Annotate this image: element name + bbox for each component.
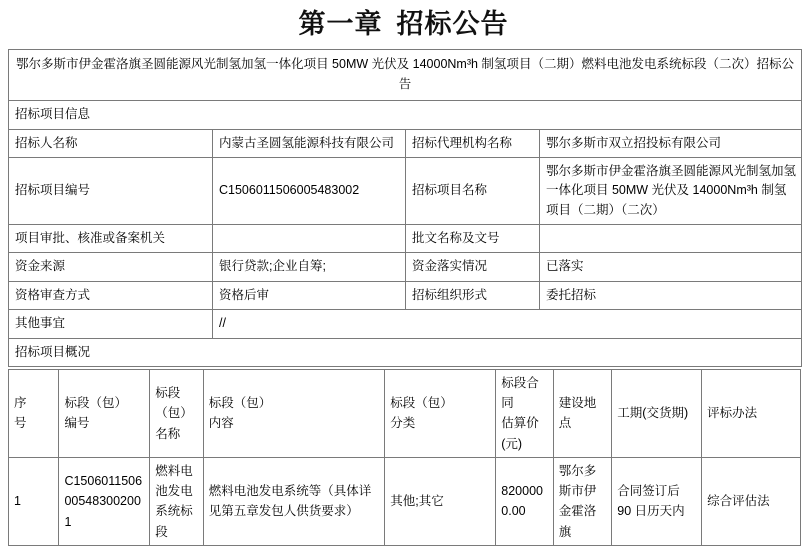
cell-index: 1	[9, 457, 59, 545]
cell-location: 鄂尔多斯市伊金霍洛旗	[553, 457, 612, 545]
column-header-contract-estimate-line3: (元)	[501, 436, 523, 451]
table-row	[9, 457, 801, 545]
column-header-lot-content-line1: 标段（包）	[208, 396, 272, 411]
table-row	[9, 225, 802, 253]
column-header-location: 建设地点	[553, 369, 612, 457]
column-header-index	[9, 369, 59, 457]
field-value-funding-status: 已落实	[540, 253, 802, 281]
section-banner-project-overview: 招标项目概况	[9, 338, 802, 366]
field-label-funding-status: 资金落实情况	[406, 253, 540, 281]
column-header-duration: 工期(交货期)	[612, 369, 702, 457]
column-header-lot-category-line2: 分类	[390, 416, 416, 431]
column-header-lot-content-line2: 内容	[208, 416, 234, 431]
field-value-project-name: 鄂尔多斯市伊金霍洛旗圣圆能源风光制氢加氢一体化项目 50MW 光伏及 14000Nm³h 制氢项目（二期）（二次）	[540, 157, 802, 224]
field-label-agency-name: 招标代理机构名称	[406, 129, 540, 157]
column-header-contract-estimate	[496, 369, 554, 457]
field-label-qualification-method: 资格审查方式	[9, 281, 213, 309]
field-label-tenderer-name: 招标人名称	[9, 129, 213, 157]
column-header-lot-name	[150, 369, 203, 457]
column-header-lot-name-line1: 标段	[155, 386, 181, 401]
column-header-contract-estimate-line1: 标段合同	[501, 375, 539, 411]
field-value-tenderer-name: 内蒙古圣圆氢能源科技有限公司	[213, 129, 406, 157]
field-value-qualification-method: 资格后审	[213, 281, 406, 309]
section-banner-tender-info: 招标项目信息	[9, 101, 802, 129]
field-value-approval-authority	[213, 225, 406, 253]
table-row	[9, 281, 802, 309]
announcement-heading-row	[9, 50, 802, 101]
lot-overview-table	[8, 369, 801, 546]
column-header-lot-name-line3: 名称	[155, 426, 181, 441]
table-row	[9, 310, 802, 338]
page-title-chapter: 第一章	[298, 9, 383, 39]
column-header-lot-category-line1: 标段（包）	[390, 396, 453, 411]
table-row	[9, 157, 802, 224]
cell-lot-number: C1506011506005483002001	[59, 457, 150, 545]
field-value-organization-form: 委托招标	[540, 281, 802, 309]
field-value-other-matters: //	[213, 310, 802, 338]
column-header-index-line2: 号	[14, 416, 27, 431]
column-header-lot-category	[385, 369, 496, 457]
column-header-contract-estimate-line2: 估算价	[501, 416, 539, 431]
column-header-lot-content	[203, 369, 385, 457]
field-label-funding-source: 资金来源	[9, 253, 213, 281]
announcement-heading: 鄂尔多斯市伊金霍洛旗圣圆能源风光制氢加氢一体化项目 50MW 光伏及 14000Nm³h 制氢项目（二期）燃料电池发电系统标段（二次）招标公告	[9, 50, 802, 101]
field-value-project-number: C1506011506005483002	[213, 157, 406, 224]
page-title	[0, 0, 807, 49]
field-value-approval-document	[540, 225, 802, 253]
page-title-name: 招标公告	[396, 9, 509, 39]
tender-info-table	[8, 49, 802, 367]
cell-contract-estimate: 8200000.00	[496, 457, 554, 545]
column-header-evaluation-method: 评标办法	[702, 369, 801, 457]
lot-table-header-row	[9, 369, 801, 457]
field-label-approval-authority: 项目审批、核准或备案机关	[9, 225, 213, 253]
cell-lot-content: 燃料电池发电系统等（具体详见第五章发包人供货要求）	[203, 457, 385, 545]
table-row	[9, 129, 802, 157]
section-banner-row-info	[9, 101, 802, 129]
column-header-lot-number	[59, 369, 150, 457]
column-header-index-line1: 序	[14, 396, 27, 411]
field-label-organization-form: 招标组织形式	[406, 281, 540, 309]
field-label-project-number: 招标项目编号	[9, 157, 213, 224]
column-header-lot-number-line1: 标段（包）	[64, 396, 127, 411]
field-value-funding-source: 银行贷款;企业自筹;	[213, 253, 406, 281]
field-label-project-name: 招标项目名称	[406, 157, 540, 224]
field-label-approval-document: 批文名称及文号	[406, 225, 540, 253]
column-header-lot-number-line2: 编号	[64, 416, 90, 431]
cell-lot-category: 其他;其它	[385, 457, 496, 545]
cell-evaluation-method: 综合评估法	[702, 457, 801, 545]
column-header-lot-name-line2: （包）	[155, 406, 193, 421]
table-row	[9, 253, 802, 281]
field-label-other-matters: 其他事宜	[9, 310, 213, 338]
field-value-agency-name: 鄂尔多斯市双立招投标有限公司	[540, 129, 802, 157]
cell-lot-name: 燃料电池发电系统标段	[150, 457, 203, 545]
cell-duration: 合同签订后 90 日历天内	[612, 457, 702, 545]
section-banner-row-overview	[9, 338, 802, 366]
